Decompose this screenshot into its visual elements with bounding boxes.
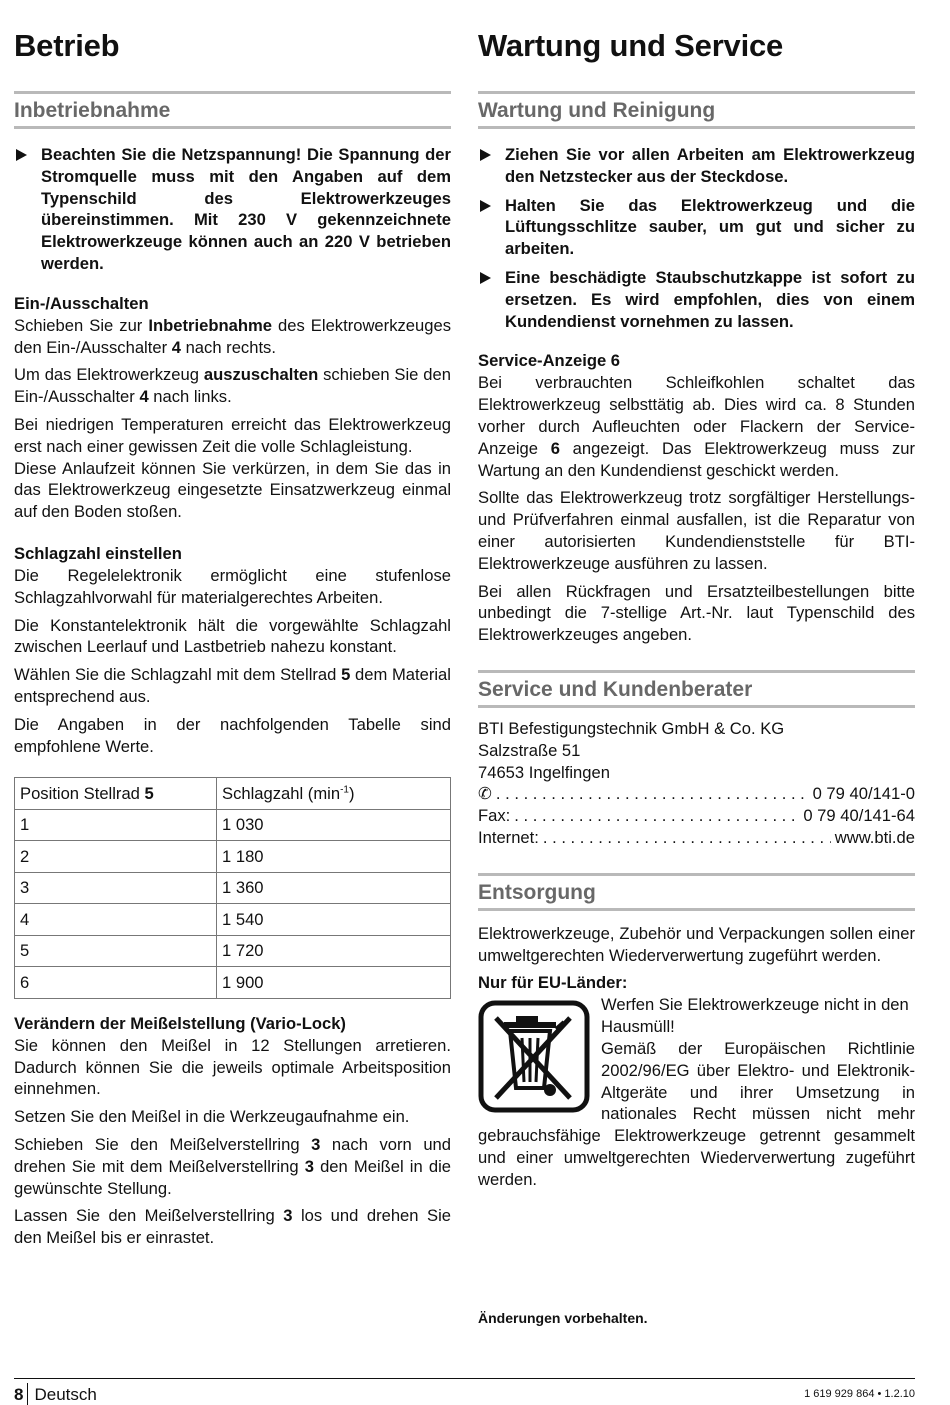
paragraph: Diese Anlaufzeit können Sie verkürzen, in dem Sie das in das Elektrowerkzeug eingesetzte Einsatzwerkzeug einmal auf den Boden stoßen. xyxy=(14,458,451,522)
section-title: Inbetriebnahme xyxy=(14,99,171,122)
section-title: Entsorgung xyxy=(478,880,596,904)
table-row xyxy=(15,841,451,873)
paragraph: Gemäß der Europäischen Richtlinie 2002/96/EG über Elektro- und Elektronik-Altgeräte und ihrer Umsetzung in nationales Recht müssen nicht mehr gebrauchsfähige Elektrowerkzeuge getrennt gesammelt und einer umweltgerechten Wiederverwertung zugeführt werden. xyxy=(478,1038,915,1189)
page-title-betrieb: Betrieb xyxy=(14,28,120,63)
table-cell: 2 xyxy=(15,841,217,873)
paragraph: Lassen Sie den Meißelverstellring 3 los und drehen Sie den Meißel bis er einrastet. xyxy=(14,1206,451,1248)
bullet-list xyxy=(14,144,451,275)
table-row xyxy=(15,935,451,967)
table-cell: 3 xyxy=(15,872,217,904)
table-cell: 1 720 xyxy=(217,935,451,967)
internet-line xyxy=(478,827,915,849)
weee-crossed-bin-icon xyxy=(478,1000,590,1113)
table-cell: 1 030 xyxy=(217,809,451,841)
paragraph: Bei allen Rückfragen und Ersatzteilbestellungen bitte unbedingt die 7-stellige Art.-Nr. laut Typenschild des Elektrowerkzeuges angeben. xyxy=(478,581,915,645)
paragraph: Bei niedrigen Temperaturen erreicht das Elektrowerkzeug erst nach einer gewissen Zeit die volle Schlagleistung. xyxy=(14,414,451,456)
table-header-cell: Position Stellrad 5 xyxy=(15,778,217,810)
table-cell: 5 xyxy=(15,935,217,967)
section-header-service-kundenberater xyxy=(478,670,915,708)
bullet-list xyxy=(478,144,915,332)
document-code: 1 619 929 864 • 1.2.10 xyxy=(804,1388,915,1400)
page-title-wartung: Wartung und Service xyxy=(478,28,784,63)
paragraph: Die Angaben in der nachfolgenden Tabelle sind empfohlene Werte. xyxy=(14,714,451,756)
section-header-inbetriebnahme xyxy=(14,91,451,129)
paragraph: Werfen Sie Elektrowerkzeuge nicht in den Hausmüll! xyxy=(601,995,909,1037)
bullet-item xyxy=(478,195,915,260)
table-row xyxy=(15,872,451,904)
phone-line xyxy=(478,783,915,805)
internet-label: Internet: xyxy=(478,827,539,847)
table-cell: 1 360 xyxy=(217,872,451,904)
fax-line xyxy=(478,805,915,827)
fax-label: Fax: xyxy=(478,806,511,826)
paragraph: Die Regelelektronik ermöglicht eine stufenlose Schlagzahlvorwahl für materialgerechtes Arbeiten. xyxy=(14,565,451,607)
left-column xyxy=(14,0,451,1255)
triangle-bullet-icon xyxy=(16,149,27,161)
street: Salzstraße 51 xyxy=(478,740,581,760)
section-title: Wartung und Reinigung xyxy=(478,99,716,122)
bullet-item xyxy=(478,267,915,332)
paragraph: Wählen Sie die Schlagzahl mit dem Stellrad 5 dem Material entsprechend aus. xyxy=(14,665,451,706)
footer-divider xyxy=(27,1383,28,1405)
paragraph: Bei verbrauchten Schleifkohlen schaltet das Elektrowerkzeug selbsttätig ab. Dies wird ca. 8 Stunden vorher durch Aufleuchten oder Flackern der Service-Anzeige 6 angezeigt. Das Elektrowerkzeug muss zur Wartung an den Kundendienst geschickt werden. xyxy=(478,373,916,480)
heading-schlagzahl: Schlagzahl einstellen xyxy=(14,543,182,563)
heading-vario-lock: Verändern der Meißelstellung (Vario-Lock) xyxy=(14,1013,346,1033)
section-title: Service und Kundenberater xyxy=(478,677,753,701)
triangle-bullet-icon xyxy=(480,149,491,161)
paragraph: Schieben Sie den Meißelverstellring 3 nach vorn und drehen Sie mit dem Meißelverstellring 3 den Meißel in die gewünschte Stellung. xyxy=(14,1135,452,1198)
company-name: BTI Befestigungstechnik GmbH & Co. KG xyxy=(478,718,785,738)
address-block xyxy=(478,718,915,849)
heading-eu-laender: Nur für EU-Länder: xyxy=(478,973,628,993)
phone-icon: ✆ xyxy=(478,784,492,804)
table-cell: 1 xyxy=(15,809,217,841)
weee-block xyxy=(478,994,915,1190)
page-number: 8 Deutsch xyxy=(14,1385,97,1404)
paragraph: Elektrowerkzeuge, Zubehör und Verpackungen sollen einer umweltgerechten Wiederverwertung zugeführt werden. xyxy=(478,923,915,965)
bullet-text: Halten Sie das Elektrowerkzeug und die Lüftungsschlitze sauber, um gut und sicher zu arbeiten. xyxy=(505,195,915,259)
change-note: Änderungen vorbehalten. xyxy=(478,1310,648,1326)
bullet-item xyxy=(478,144,915,188)
table-cell: 1 180 xyxy=(217,841,451,873)
paragraph: Setzen Sie den Meißel in die Werkzeugaufnahme ein. xyxy=(14,1107,410,1127)
table-cell: 6 xyxy=(15,967,217,999)
table-cell: 1 900 xyxy=(217,967,451,999)
table-cell: 4 xyxy=(15,904,217,936)
paragraph: Um das Elektrowerkzeug auszuschalten schieben Sie den Ein-/Ausschalter 4 nach links. xyxy=(14,365,451,407)
table-cell: 1 540 xyxy=(217,904,451,936)
schlagzahl-table xyxy=(14,777,451,999)
table-row xyxy=(15,904,451,936)
table-header-row xyxy=(15,778,451,810)
page-footer xyxy=(14,1378,915,1405)
internet-url[interactable]: www.bti.de xyxy=(834,827,915,847)
right-column xyxy=(478,0,915,1378)
paragraph: Schieben Sie zur Inbetriebnahme des Elektrowerkzeuges den Ein-/Ausschalter 4 nach rechts. xyxy=(14,315,451,357)
fax-number: 0 79 40/141-64 xyxy=(803,806,915,826)
section-header-entsorgung xyxy=(478,873,915,911)
bullet-item xyxy=(14,144,451,275)
triangle-bullet-icon xyxy=(480,272,491,284)
section-header-wartung-reinigung xyxy=(478,91,915,129)
city: 74653 Ingelfingen xyxy=(478,762,610,782)
bullet-text: Ziehen Sie vor allen Arbeiten am Elektrowerkzeug den Netzstecker aus der Steckdose. xyxy=(505,145,915,186)
phone-number: 0 79 40/141-0 xyxy=(812,784,915,804)
footer-language: Deutsch xyxy=(34,1385,97,1404)
paragraph: Sie können den Meißel in 12 Stellungen arretieren. Dadurch können Sie die jeweils optimale Arbeitsposition einnehmen. xyxy=(14,1035,451,1099)
table-header-cell: Schlagzahl $(\min^{-1})$ xyxy=(217,778,451,810)
heading-ein-ausschalten: Ein-/Ausschalten xyxy=(14,293,149,313)
bullet-text: Beachten Sie die Netzspannung! Die Spannung der Stromquelle muss mit den Angaben auf dem Typenschild des Elektrowerkzeuges übereinstimmen. Mit 230 V gekennzeichnete Elektrowerkzeuge können auch an 220 V betrieben werden. xyxy=(41,145,451,273)
paragraph: Die Konstantelektronik hält die vorgewählte Schlagzahl zwischen Leerlauf und Lastbetrieb nahezu konstant. xyxy=(14,615,451,657)
triangle-bullet-icon xyxy=(480,200,491,212)
bullet-text: Eine beschädigte Staubschutzkappe ist sofort zu ersetzen. Es wird empfohlen, dies von einem Kundendienst vornehmen zu lassen. xyxy=(505,267,915,331)
table-row xyxy=(15,809,451,841)
table-row xyxy=(15,967,451,999)
heading-service-anzeige: Service-Anzeige 6 xyxy=(478,351,621,371)
paragraph: Sollte das Elektrowerkzeug trotz sorgfältiger Herstellungs- und Prüfverfahren einmal ausfallen, ist die Reparatur von einer autorisierten Kundendienststelle für BTI-Elektrowerkzeuge ausführen zu lassen. xyxy=(478,488,915,573)
